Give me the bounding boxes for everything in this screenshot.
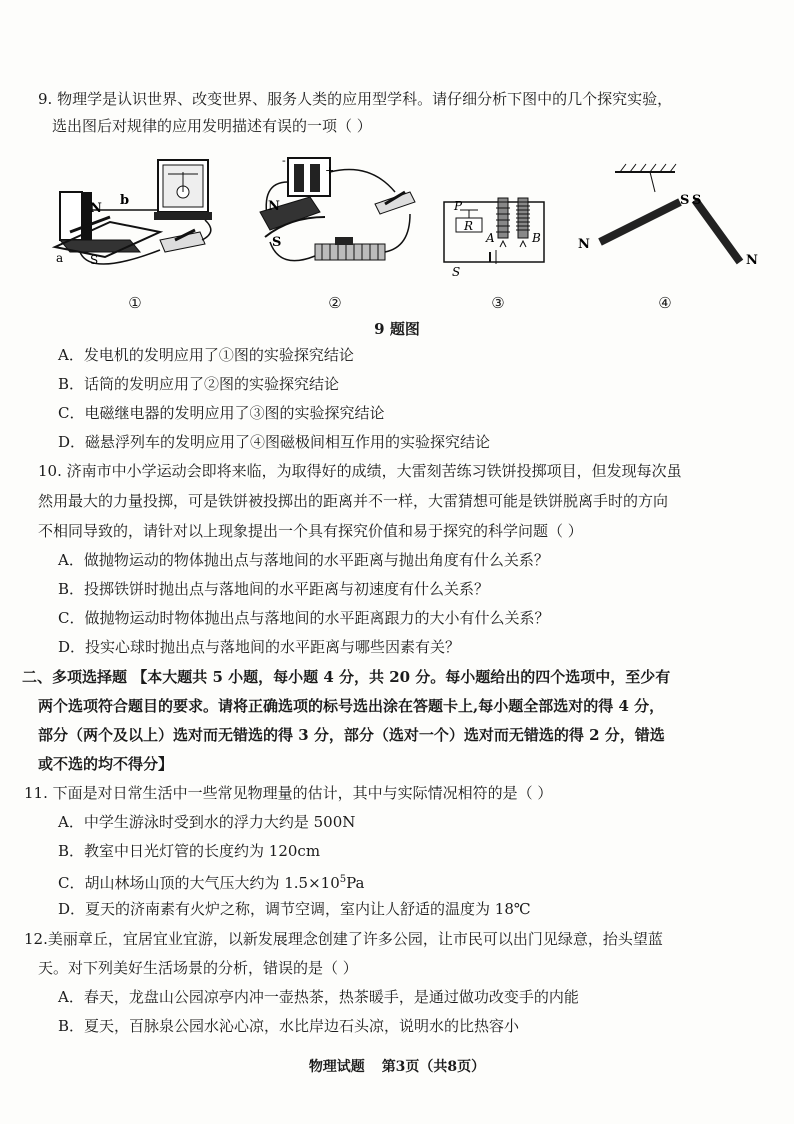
q11-option-c-unit: Pa — [346, 874, 365, 892]
q12-stem-line1: 12.美丽章丘，宜居宜业宜游，以新发展理念创建了许多公园，让市民可以出门见绿意，抬头望蓝 — [24, 930, 663, 948]
footer-page-number: 第3页（共8页） — [381, 1059, 486, 1075]
section2-instructions-line4: 或不选的均不得分】 — [38, 755, 174, 773]
q10-option-a: A．做抛物运动的物体抛出点与落地间的水平距离与抛出角度有什么关系？ — [58, 551, 549, 569]
fig2-label-n: N — [268, 199, 280, 214]
q9-option-c: C．电磁继电器的发明应用了③图的实验探究结论 — [58, 404, 385, 422]
q9-option-d: D．磁悬浮列车的发明应用了④图磁极间相互作用的实验探究结论 — [58, 433, 491, 451]
fig3-label-a: A — [486, 231, 495, 245]
q11-stem: 11. 下面是对日常生活中一些常见物理量的估计，其中与实际情况相符的是（ ） — [24, 784, 553, 802]
q12-option-a: A．春天，龙盘山公园凉亭内冲一壶热茶，热茶暖手，是通过做功改变手的内能 — [58, 988, 579, 1006]
q11-option-c-text: C．胡山林场山顶的大气压大约为 1.5×10 — [58, 874, 340, 892]
figure-1-drawing — [50, 152, 220, 282]
fig1-label-a: a — [56, 251, 64, 265]
q12-stem-line2: 天。对下列美好生活场景的分析，错误的是（ ） — [38, 959, 358, 977]
figure-2 — [250, 152, 420, 312]
fig4-label-s2: S — [692, 193, 702, 208]
fig1-label-b: b — [120, 193, 130, 208]
fig3-label-r: R — [464, 219, 474, 233]
q10-option-b: B．投掷铁饼时抛出点与落地间的水平距离与初速度有什么关系？ — [58, 580, 490, 598]
section2-instructions-line2: 两个选项符合题目的要求。请将正确选项的标号选出涂在答题卡上,每小题全部选对的得 4 分， — [38, 697, 665, 715]
figure-2-label: ② — [328, 294, 342, 312]
q11-option-c-exponent: 5 — [339, 874, 347, 885]
fig4-label-n2: N — [746, 253, 758, 268]
q10-option-d: D．投实心球时抛出点与落地间的水平距离与哪些因素有关？ — [58, 638, 461, 656]
q10-stem-line2: 然用最大的力量投掷，可是铁饼被投掷出的距离并不一样，大雷猜想可能是铁饼脱离手时的方向 — [38, 492, 669, 510]
figure-1 — [50, 152, 220, 312]
figure-4-label: ④ — [658, 294, 672, 312]
fig2-label-s: S — [272, 235, 282, 250]
q11-option-b: B．教室中日光灯管的长度约为 120cm — [58, 842, 321, 860]
q10-stem-line3: 不相同导致的，请针对以上现象提出一个具有探究价值和易于探究的科学问题（ ） — [38, 522, 583, 540]
fig2-label-plus: + — [325, 164, 335, 177]
footer-subject: 物理试题 — [308, 1059, 365, 1075]
fig3-label-p: P — [454, 199, 463, 213]
fig1-label-s: S — [90, 253, 99, 267]
fig1-label-n: N — [90, 201, 102, 216]
q12-option-b: B．夏天，百脉泉公园水沁心凉，水比岸边石头凉，说明水的比热容小 — [58, 1017, 520, 1035]
q10-option-c: C．做抛物运动时物体抛出点与落地间的水平距离跟力的大小有什么关系？ — [58, 609, 550, 627]
fig3-label-s: S — [452, 265, 461, 279]
fig2-label-minus: - — [282, 154, 286, 167]
q11-option-d: D．夏天的济南素有火炉之称，调节空调，室内让人舒适的温度为 18℃ — [58, 900, 531, 918]
fig4-label-n1: N — [578, 237, 590, 252]
q9-stem-line2: 选出图后对规律的应用发明描述有误的一项（ ） — [52, 117, 372, 135]
section2-instructions-line1: 二、多项选择题 【本大题共 5 小题，每小题 4 分，共 20 分。每小题给出的四个选项中，至少有 — [22, 668, 671, 686]
q9-figure-caption: 9 题图 — [374, 320, 420, 338]
q10-stem-line1: 10. 济南市中小学运动会即将来临，为取得好的成绩，大雷刻苦练习铁饼投掷项目，但发现每次虽 — [38, 462, 682, 480]
figure-4-drawing — [570, 152, 760, 282]
figure-3-drawing — [438, 152, 558, 282]
q9-stem-line1: 9. 物理学是认识世界、改变世界、服务人类的应用型学科。请仔细分析下图中的几个探究实验， — [38, 90, 673, 108]
figure-4 — [570, 152, 760, 312]
q9-option-a: A．发电机的发明应用了①图的实验探究结论 — [58, 346, 354, 364]
figure-1-label: ① — [128, 294, 142, 312]
figure-2-drawing — [250, 152, 420, 282]
fig3-label-b: B — [532, 231, 541, 245]
page-footer — [0, 1056, 794, 1076]
q9-option-b: B．话筒的发明应用了②图的实验探究结论 — [58, 375, 340, 393]
q11-option-c — [58, 869, 365, 894]
figure-3-label: ③ — [491, 294, 505, 312]
q9-figures — [50, 152, 760, 312]
fig4-label-s1: S — [680, 193, 690, 208]
q11-option-a: A．中学生游泳时受到水的浮力大约是 500N — [58, 813, 356, 831]
figure-3 — [438, 152, 558, 312]
section2-instructions-line3: 部分（两个及以上）选对而无错选的得 3 分，部分（选对一个）选对而无错选的得 2 分，错选 — [38, 726, 665, 744]
